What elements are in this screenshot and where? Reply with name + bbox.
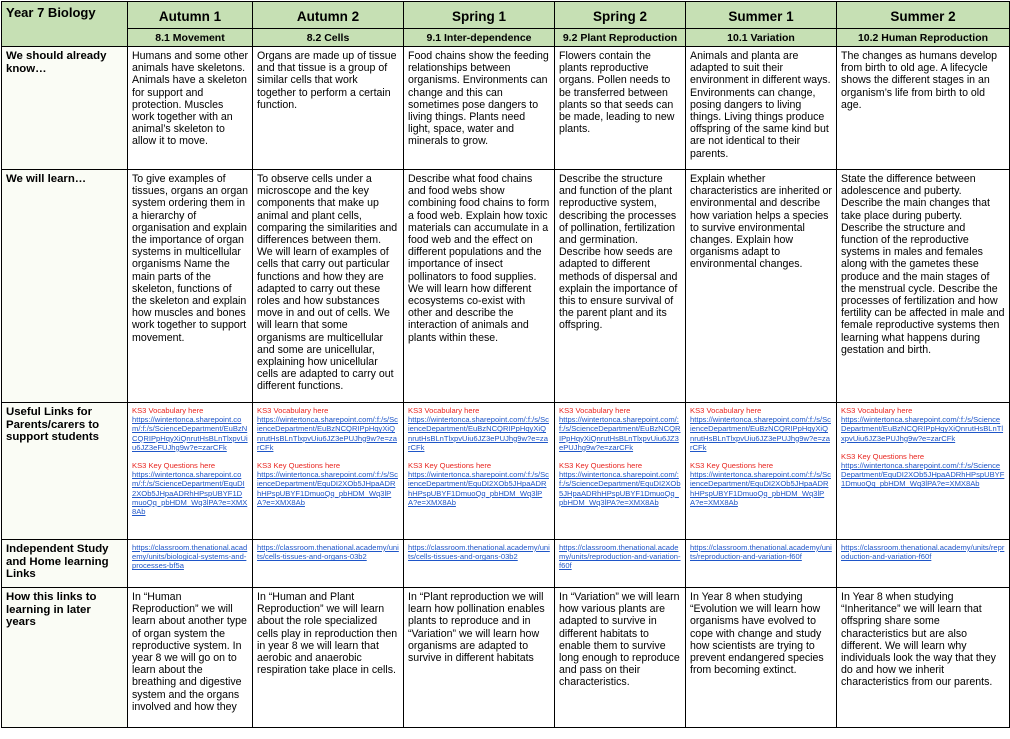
cell-text: In “Plant reproduction we will learn how pollination enables plants to reproduce and in “Variation” we will learn how organisms are adapted to survive in different habitats bbox=[404, 588, 555, 728]
vocabulary-link[interactable]: https://wintertonca.sharepoint.com/:f:/s/ScienceDepartment/EuBzNCQRIPpHqyXiQnrutHsBLnTlxpvUiu6JZ3ePUJhg9w?e=zarCFk bbox=[841, 415, 1004, 443]
independent-study-link[interactable]: https://classroom.thenational.academy/units/reproduction-and-variation-f60f bbox=[690, 543, 832, 562]
cell-text: In “Human Reproduction” we will learn about another type of organ system the reproductive system. In year 8 we will go on to learn about the breathing and digestive system and the organs involved and how they bbox=[128, 588, 253, 728]
cell-text: To give examples of tissues, organs an organ system ordering them in a hierarchy of organisation and explain the importance of organ systems in multicellular organisms Name the main parts of the skeleton, functions of the skeleton and explain how muscles and bones work together to support movement. bbox=[128, 170, 253, 403]
key-questions-link-label: KS3 Key Questions here bbox=[408, 461, 492, 471]
corner-title: Year 7 Biology bbox=[2, 2, 128, 47]
topic-movement: 8.1 Movement bbox=[128, 29, 253, 47]
row-label-later-learning: How this links to learning in later years bbox=[2, 588, 128, 728]
vocabulary-link-label: KS3 Vocabulary here bbox=[257, 406, 329, 415]
spacer bbox=[257, 452, 399, 461]
spacer bbox=[690, 452, 832, 461]
key-questions-link[interactable]: https://wintertonca.sharepoint.com/:f:/s/ScienceDepartment/EquDI2XOb5JHpaADRhHPspUBYF1DmuoQq_pbHDM_Wq3lPA?e=XMX8Ab bbox=[257, 470, 398, 507]
spacer bbox=[559, 452, 681, 461]
key-questions-link-label: KS3 Key Questions here bbox=[559, 461, 643, 471]
row-independent-study bbox=[2, 540, 1010, 588]
independent-link-cell bbox=[128, 540, 253, 588]
cell-text: The changes as humans develop from birth to old age. A lifecycle shows the different stages in an organism’s life from birth to old age. bbox=[837, 47, 1010, 170]
cell-text: In Year 8 when studying “Evolution we will learn how organisms have evolved to cope with change and study how scientists are trying to prevent endangered species from becoming extinct. bbox=[686, 588, 837, 728]
vocabulary-link[interactable]: https://wintertonca.sharepoint.com/:f:/s/ScienceDepartment/EuBzNCQRIPpHqyXiQnrutHsBLnTlxpvUiu6JZ3ePUJhg9w?e=zarCFk bbox=[408, 415, 549, 452]
term-header-row bbox=[2, 2, 1010, 29]
vocabulary-link-label: KS3 Vocabulary here bbox=[559, 406, 631, 415]
row-prior-knowledge bbox=[2, 47, 1010, 170]
term-autumn-1: Autumn 1 bbox=[128, 2, 253, 29]
row-label-independent-study: Independent Study and Home learning Links bbox=[2, 540, 128, 588]
vocabulary-link-label: KS3 Vocabulary here bbox=[132, 406, 204, 415]
topic-cells: 8.2 Cells bbox=[253, 29, 404, 47]
independent-study-link[interactable]: https://classroom.thenational.academy/units/biological-systems-and-processes-bf5a bbox=[132, 543, 248, 571]
cell-text: In Year 8 when studying “Inheritance” we will learn that offspring share some characteristics but are also different. We will learn why individuals look the way that they do and how we inherit characteristics from our parents. bbox=[837, 588, 1010, 728]
vocabulary-link[interactable]: https://wintertonca.sharepoint.com/:f:/s/ScienceDepartment/EuBzNCQRIPpHqyXiQnrutHsBLnTlxpvUiu6JZ3ePUJhg9w?e=zarCFk bbox=[690, 415, 831, 452]
cell-text: Describe what food chains and food webs show combining food chains to form a food web. Explain how toxic materials can accumulate in a food web and the effect on different populations and the importance of insect pollinators to food supplies. We will learn how different ecosystems co-exist with other and describe the interaction of animals and plants within these. bbox=[404, 170, 555, 403]
cell-text: Describe the structure and function of the plant reproductive system, describing the processes of pollination, fertilization and germination. Describe how seeds are adapted to different methods of dispersal and explain the importance of this to ensure survival of the parent plant and its offspring. bbox=[555, 170, 686, 403]
vocabulary-link[interactable]: https://wintertonca.sharepoint.com/:f:/s/ScienceDepartment/EuBzNCQRIPpHqyXiQnrutHsBLnTlxpvUiu6JZ3ePUJhg9w?e=zarCFk bbox=[559, 415, 681, 452]
vocabulary-link[interactable]: https://wintertonca.sharepoint.com/:f:/s/ScienceDepartment/EuBzNCQRIPpHqyXiQnrutHsBLnTlxpvUiu6JZ3ePUJhg9w?e=zarCFk bbox=[257, 415, 398, 452]
links-cell bbox=[404, 403, 555, 540]
topic-variation: 10.1 Variation bbox=[686, 29, 837, 47]
independent-link-cell bbox=[404, 540, 555, 588]
links-cell bbox=[686, 403, 837, 540]
topic-plant-reproduction: 9.2 Plant Reproduction bbox=[555, 29, 686, 47]
key-questions-link[interactable]: https://wintertonca.sharepoint.com/:f:/s/ScienceDepartment/EquDI2XOb5JHpaADRhHPspUBYF1DmuoQq_pbHDM_Wq3lPA?e=XMX8Ab bbox=[690, 470, 831, 507]
term-summer-1: Summer 1 bbox=[686, 2, 837, 29]
cell-text: State the difference between adolescence and puberty. Describe the main changes that take place during puberty. Describe the structure and function of the reproductive systems in males and females along with the gametes these produce and the main stages of the menstrual cycle. Describe the processes of fertilization and how fertility can be affected in male and female reproductive systems then learning what happens during gestation and birth. bbox=[837, 170, 1010, 403]
cell-text: Organs are made up of tissue and that tissue is a group of similar cells that work together to perform a certain function. bbox=[253, 47, 404, 170]
key-questions-link-label: KS3 Key Questions here bbox=[257, 461, 341, 471]
independent-study-link[interactable]: https://classroom.thenational.academy/units/reproduction-and-variation-f60f bbox=[841, 543, 1005, 562]
spacer bbox=[132, 452, 248, 461]
spacer bbox=[408, 452, 550, 461]
row-label-prior-knowledge: We should already know… bbox=[2, 47, 128, 170]
vocabulary-link-label: KS3 Vocabulary here bbox=[690, 406, 762, 415]
term-spring-2: Spring 2 bbox=[555, 2, 686, 29]
links-cell bbox=[837, 403, 1010, 540]
cell-text: Animals and planta are adapted to suit their environment in different ways. Environments can change, posing dangers to living things. Living things produce offspring of the same kind but are not identical to their parents. bbox=[686, 47, 837, 170]
key-questions-link-label: KS3 Key Questions here bbox=[132, 461, 216, 471]
topic-header-row bbox=[2, 29, 1010, 47]
links-cell bbox=[253, 403, 404, 540]
links-cell bbox=[555, 403, 686, 540]
row-useful-links bbox=[2, 403, 1010, 540]
independent-link-cell bbox=[837, 540, 1010, 588]
cell-text: Food chains show the feeding relationships between organisms. Environments can change and this can sometimes pose dangers to living things. Plants need light, space, water and minerals to grow. bbox=[404, 47, 555, 170]
cell-text: Humans and some other animals have skeletons. Animals have a skeleton for support and protection. Muscles work together with an animal’s skeleton to allow it to move. bbox=[128, 47, 253, 170]
vocabulary-link-label: KS3 Vocabulary here bbox=[408, 406, 480, 415]
cell-text: To observe cells under a microscope and the key components that make up animal and plant cells, comparing the similarities and differences between them. We will learn of examples of cells that carry out particular functions and how they are adapted to carry out these roles and how substances move in and out of cells. We will learn that some organisms are multicellular and some are unicellular, explaining how unicellular cells are adapted to carry out different functions. bbox=[253, 170, 404, 403]
links-cell bbox=[128, 403, 253, 540]
independent-link-cell bbox=[253, 540, 404, 588]
vocabulary-link[interactable]: https://wintertonca.sharepoint.com/:f:/s/ScienceDepartment/EuBzNCQRIPpHqyXiQnrutHsBLnTlxpvUiu6JZ3eFUJhg9w?e=zarCFk bbox=[132, 415, 248, 452]
cell-text: Explain whether characteristics are inherited or environmental and describe how variation helps a species to survive environmental changes. Explain how organisms adapt to environmental changes. bbox=[686, 170, 837, 403]
term-autumn-2: Autumn 2 bbox=[253, 2, 404, 29]
independent-link-cell bbox=[555, 540, 686, 588]
row-later-learning bbox=[2, 588, 1010, 728]
key-questions-link-label: KS3 Key Questions here bbox=[690, 461, 774, 471]
cell-text: Flowers contain the plants reproductive organs. Pollen needs to be transferred between plants so that seeds can be made, leading to new plants. bbox=[555, 47, 686, 170]
row-will-learn bbox=[2, 170, 1010, 403]
key-questions-link[interactable]: https://wintertonca.sharepoint.com/:f:/s/ScienceDepartment/EquDI2XOb5JHpaADRhHPspUBYF1DmuoQq_pbHDM_Wq3lPA?e=XMX8Ab bbox=[132, 470, 248, 517]
key-questions-link[interactable]: https://wintertonca.sharepoint.com/:f:/s/ScienceDepartment/EquDI2XOb5JHpaADRhHPspUBYF1DmuoQq_pbHDM_Wq3lPA?e=XMX8Ab bbox=[841, 461, 1005, 489]
key-questions-link[interactable]: https://wintertonca.sharepoint.com/:f:/s/ScienceDepartment/EquDI2XOb5JHpaADRhHPspUBYF1DmuoQq_pbHDM_Wq3lPA?e=XMX8Ab bbox=[559, 470, 681, 507]
independent-study-link[interactable]: https://classroom.thenational.academy/units/cells-tissues-and-organs-03b2 bbox=[408, 543, 550, 562]
independent-study-link[interactable]: https://classroom.thenational.academy/units/reproduction-and-variation-f60f bbox=[559, 543, 681, 571]
key-questions-link[interactable]: https://wintertonca.sharepoint.com/:f:/s/ScienceDepartment/EquDI2XOb5JHpaADRhHPspUBYF1DmuoQq_pbHDM_Wq3lPA?e=XMX8Ab bbox=[408, 470, 549, 507]
term-summer-2: Summer 2 bbox=[837, 2, 1010, 29]
row-label-will-learn: We will learn… bbox=[2, 170, 128, 403]
term-spring-1: Spring 1 bbox=[404, 2, 555, 29]
independent-link-cell bbox=[686, 540, 837, 588]
cell-text: In “Human and Plant Reproduction” we will learn about the role specialized cells play in reproduction then in year 8 we will learn that aerobic and anaerobic respiration take place in cells. bbox=[253, 588, 404, 728]
independent-study-link[interactable]: https://classroom.thenational.academy/units/cells-tissues-and-organs-03b2 bbox=[257, 543, 399, 562]
topic-human-reproduction: 10.2 Human Reproduction bbox=[837, 29, 1010, 47]
topic-inter-dependence: 9.1 Inter-dependence bbox=[404, 29, 555, 47]
spacer bbox=[841, 443, 1005, 452]
curriculum-table bbox=[1, 1, 1010, 728]
key-questions-link-label: KS3 Key Questions here bbox=[841, 451, 925, 461]
vocabulary-link-label: KS3 Vocabulary here bbox=[841, 406, 913, 415]
row-label-useful-links: Useful Links for Parents/carers to support students bbox=[2, 403, 128, 540]
cell-text: In “Variation” we will learn how various plants are adapted to survive in different habitats to enable them to survive long enough to reproduce and pass on their characteristics. bbox=[555, 588, 686, 728]
